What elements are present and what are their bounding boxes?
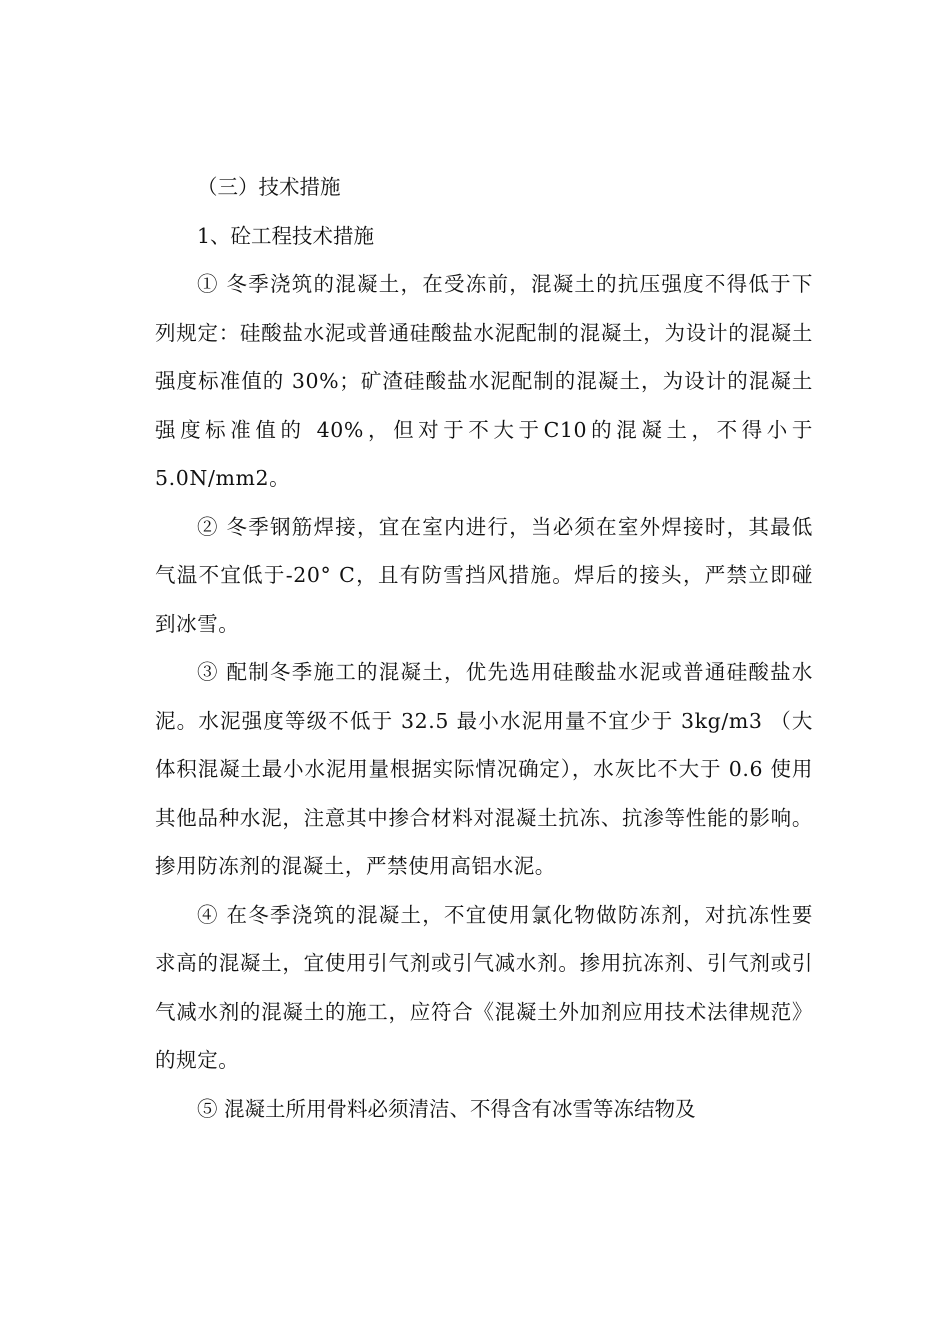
section-heading: （三）技术措施: [197, 175, 341, 199]
paragraph-1: ① 冬季浇筑的混凝土，在受冻前，混凝土的抗压强度不得低于下列规定：硅酸盐水泥或普通硅酸盐水泥配制的混凝土，为设计的混凝土强度标准值的 30%；矿渣硅酸盐水泥配制的混凝土，为设计的混凝土强度标准值的 40%，但对于不大于C10的混凝土，不得小于5.0N/mm2。: [155, 272, 813, 490]
document-body: [155, 163, 813, 1133]
paragraph-2: ② 冬季钢筋焊接，宜在室内进行，当必须在室外焊接时，其最低气温不宜低于-20° C，且有防雪挡风措施。焊后的接头，严禁立即碰到冰雪。: [155, 514, 813, 636]
paragraph-4: ④ 在冬季浇筑的混凝土，不宜使用氯化物做防冻剂，对抗冻性要求高的混凝土，宜使用引气剂或引气减水剂。掺用抗冻剂、引气剂或引气减水剂的混凝土的施工，应符合《混凝土外加剂应用技术法律规范》的规定。: [155, 902, 813, 1072]
paragraph-5: ⑤ 混凝土所用骨料必须清洁、不得含有冰雪等冻结物及: [197, 1096, 696, 1121]
paragraph-3: ③ 配制冬季施工的混凝土，优先选用硅酸盐水泥或普通硅酸盐水泥。水泥强度等级不低于 32.5 最小水泥用量不宜少于 3kg/m3 （大体积混凝土最小水泥用量根据实际情况确定），水灰比不大于 0.6 使用其他品种水泥，注意其中掺合材料对混凝土抗冻、抗渗等性能的影响。掺用防冻剂的混凝土，严禁使用高铝水泥。: [155, 660, 813, 878]
subsection-heading: 1、砼工程技术措施: [197, 223, 375, 248]
